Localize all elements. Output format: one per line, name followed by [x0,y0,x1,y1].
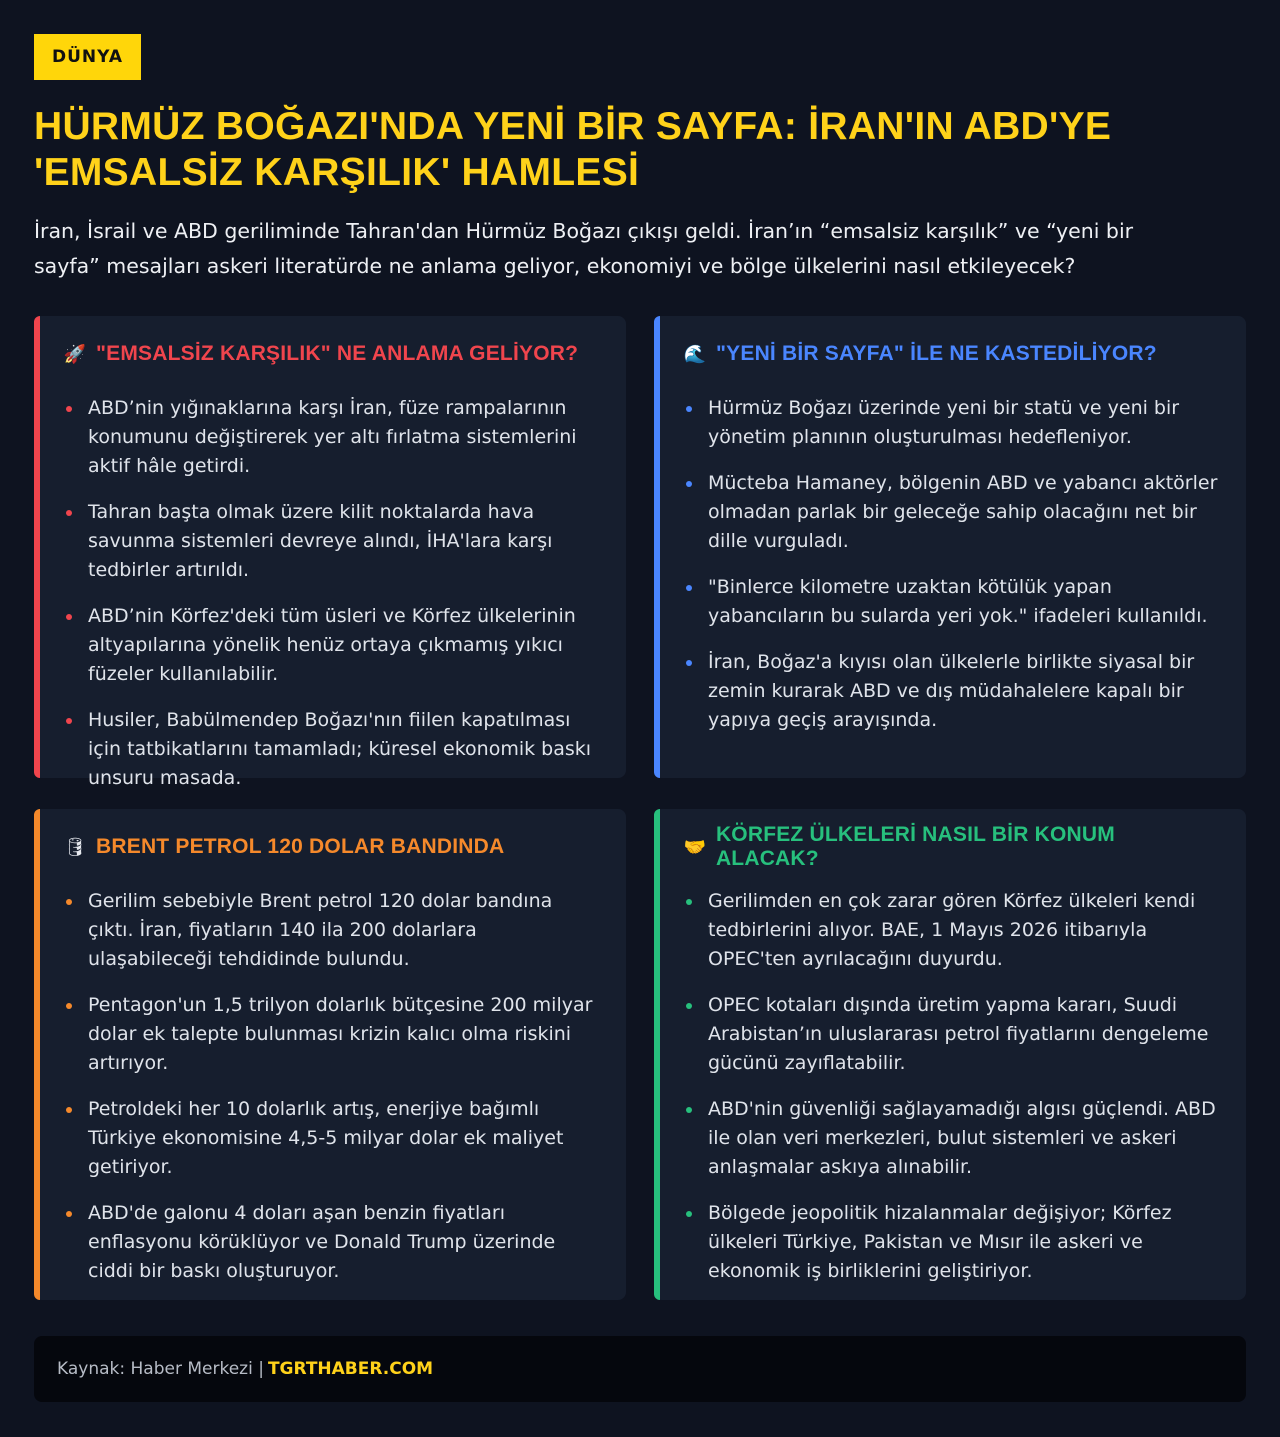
list-item: OPEC kotaları dışında üretim yapma kararı, Suudi Arabistan’ın uluslararası petrol fiyatlarını dengeleme gücünü zayıflatabilir. [682,991,1222,1078]
list-item: ABD’nin yığınaklarına karşı İran, füze rampalarının konumunu değiştirerek yer altı fırlatma sistemlerini aktif hâle getirdi. [62,394,602,481]
list-item: ABD'de galonu 4 doları aşan benzin fiyatları enflasyonu körüklüyor ve Donald Trump üzerinde ciddi bir baskı oluşturuyor. [62,1199,602,1286]
category-badge: DÜNYA [34,34,141,80]
bullet-list [682,394,1222,735]
handshake-icon: 🤝 [683,836,707,858]
oil-barrel-icon: 🛢 [63,836,87,858]
list-item: Tahran başta olmak üzere kilit noktalarda hava savunma sistemleri devreye alındı, İHA'lara karşı tedbirler artırıldı. [62,498,602,585]
card-emsalsiz-karsilik [34,316,626,789]
card-korfez-ulkeleri [654,809,1246,1300]
source-label: Kaynak: Haber Merkezi | [57,1359,264,1379]
list-item: Gerilimden en çok zarar gören Körfez ülkeleri kendi tedbirlerini alıyor. BAE, 1 Mayıs 2026 itibarıyla OPEC'ten ayrılacağını duyurdu. [682,887,1222,974]
bullet-list [62,887,602,1286]
bullet-list [682,887,1222,1286]
card-title: "EMSALSİZ KARŞILIK" NE ANLAMA GELİYOR? [96,342,579,365]
list-item: Petroldeki her 10 dolarlık artış, enerjiye bağımlı Türkiye ekonomisine 4,5-5 milyar dolar ek maliyet getiriyor. [62,1095,602,1182]
source-footer [34,1336,1246,1402]
list-item: Mücteba Hamaney, bölgenin ABD ve yabancı aktörler olmadan parlak bir geleceğe sahip olacağını net bir dille vurguladı. [682,469,1222,556]
site-link[interactable]: TGRTHABER.COM [267,1359,434,1379]
list-item: Husiler, Babülmendep Boğazı'nın fiilen kapatılması için tatbikatlarını tamamladı; küresel ekonomik baskı unsuru masada. [62,706,602,793]
bullet-list [62,394,602,793]
list-item: Pentagon'un 1,5 trilyon dolarlık bütçesine 200 milyar dolar ek talepte bulunması krizin kalıcı olma riskini artırıyor. [62,991,602,1078]
rocket-icon: 🚀 [63,343,87,365]
card-brent-petrol [34,809,626,1300]
wave-icon: 🌊 [683,343,707,365]
list-item: İran, Boğaz'a kıyısı olan ülkelerle birlikte siyasal bir zemin kurarak ABD ve dış müdahalelere kapalı bir yapıya geçiş arayışında. [682,648,1222,735]
list-item: Hürmüz Boğazı üzerinde yeni bir statü ve yeni bir yönetim planının oluşturulması hedefleniyor. [682,394,1222,452]
card-title: KÖRFEZ ÜLKELERİ NASIL BİR KONUM ALACAK? [715,823,1115,870]
list-item: ABD'nin güvenliği sağlayamadığı algısı güçlendi. ABD ile olan veri merkezleri, bulut sistemleri ve askeri anlaşmalar askıya alınabilir. [682,1095,1222,1182]
page-title: HÜRMÜZ BOĞAZI'NDA YENİ BİR SAYFA: İRAN'IN ABD'YE 'EMSALSİZ KARŞILIK' HAMLESİ [34,105,1112,194]
list-item: Bölgede jeopolitik hizalanmalar değişiyor; Körfez ülkeleri Türkiye, Pakistan ve Mısır ile askeri ve ekonomik iş birliklerini geliştiriyor. [682,1199,1222,1286]
page-subtitle: İran, İsrail ve ABD geriliminde Tahran'dan Hürmüz Boğazı çıkışı geldi. İran’ın “emsalsiz karşılık” ve “yeni bir sayfa” mesajları askeri literatürde ne anlama geliyor, ekonomiyi ve bölge ülkelerini nasıl etkileyecek? [34,219,1134,278]
card-title: BRENT PETROL 120 DOLAR BANDINDA [96,835,505,858]
list-item: ABD’nin Körfez'deki tüm üsleri ve Körfez ülkelerinin altyapılarına yönelik henüz ortaya çıkmamış yıkıcı füzeler kullanılabilir. [62,602,602,689]
card-title: "YENİ BİR SAYFA" İLE NE KASTEDİLİYOR? [716,342,1157,365]
card-yeni-bir-sayfa [654,316,1246,778]
list-item: "Binlerce kilometre uzaktan kötülük yapan yabancıların bu sularda yeri yok." ifadeleri kullanıldı. [682,573,1222,631]
list-item: Gerilim sebebiyle Brent petrol 120 dolar bandına çıktı. İran, fiyatların 140 ila 200 dolarlara ulaşabileceği tehdidinde bulundu. [62,887,602,974]
